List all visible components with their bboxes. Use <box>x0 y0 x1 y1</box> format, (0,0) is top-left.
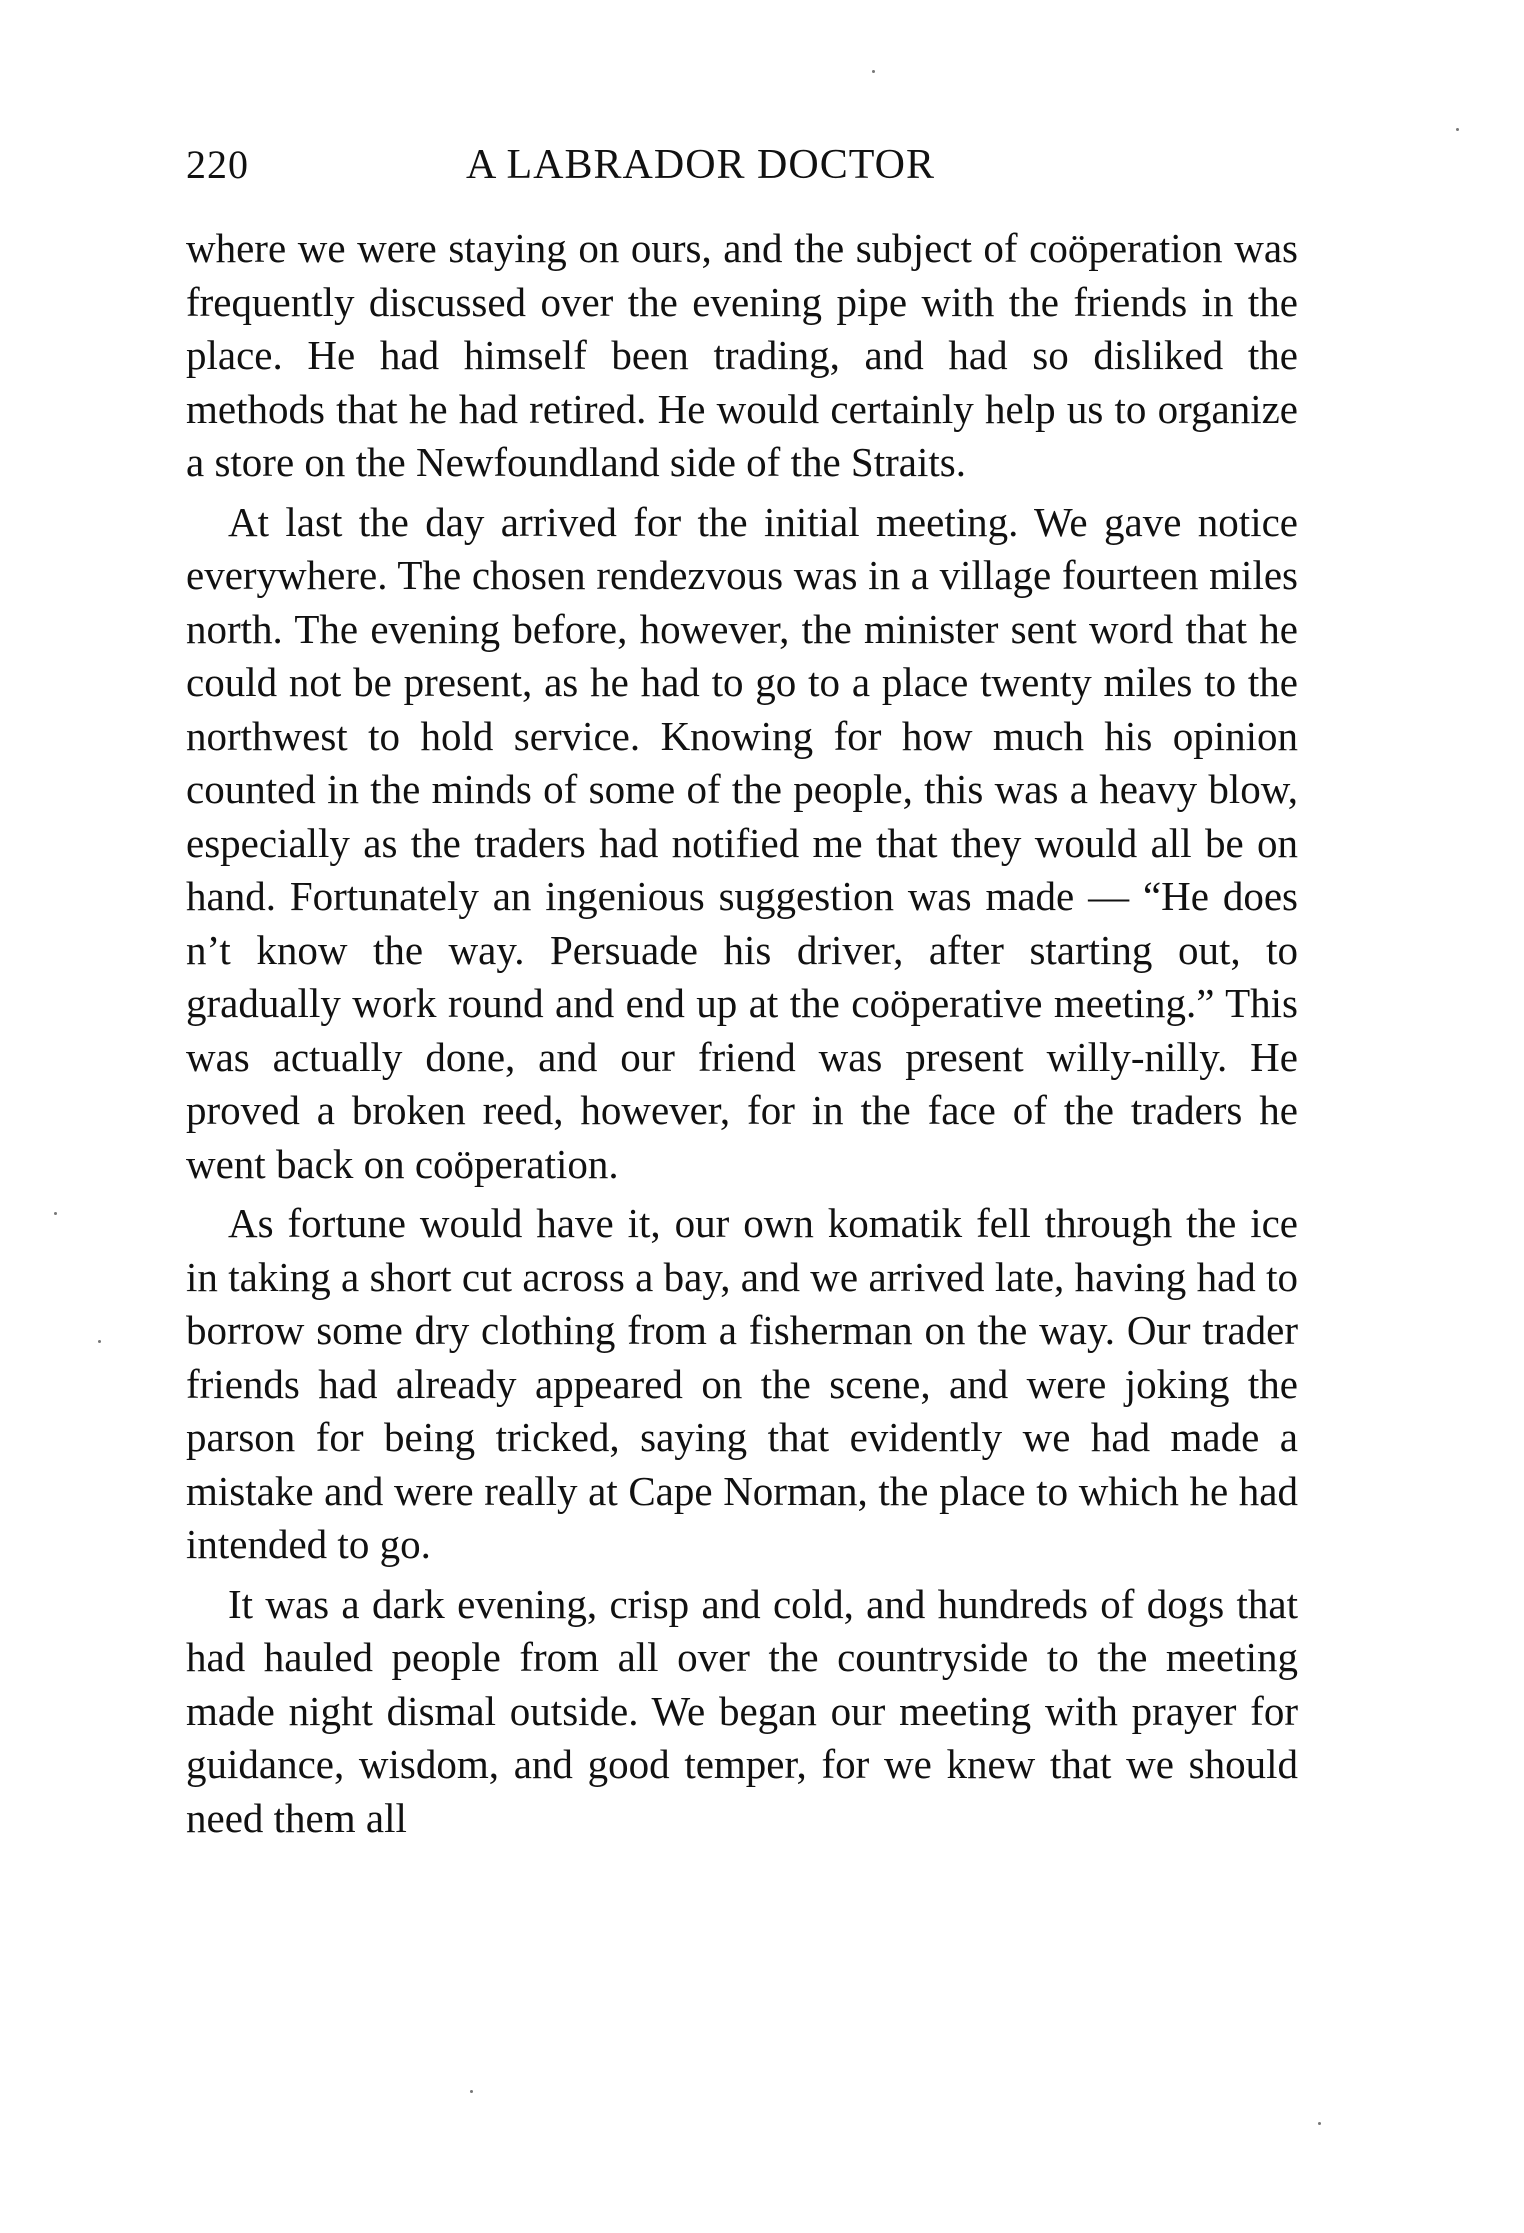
page-header <box>186 140 1298 200</box>
running-title: A LABRADOR DOCTOR <box>466 142 935 188</box>
paragraph-1: where we were staying on ours, and the subject of coöperation was frequently discussed over the evening pipe with the friends in the place. He had himself been trading, and had so disliked the methods that he had retired. He would certainly help us to organize a store on the Newfoundland side of the Straits. <box>186 225 1298 485</box>
scan-speck <box>98 1340 101 1343</box>
scan-speck <box>1456 128 1459 131</box>
body-text <box>186 222 1298 1851</box>
paragraph-4: It was a dark evening, crisp and cold, and hundreds of dogs that had hauled people from all over the countryside to the meeting made night dismal outside. We began our meeting with prayer for guidance, wisdom, and good temper, for we knew that we should need them all <box>186 1580 1298 1841</box>
scan-speck <box>470 2090 473 2093</box>
page-number: 220 <box>186 142 249 187</box>
paragraph-3: As fortune would have it, our own komatik fell through the ice in taking a short cut across a bay, and we arrived late, having had to borrow some dry clothing from a fisherman on the way. Our trader friends had already appeared on the scene, and were joking the parson for being tricked, saying that evidently we had made a mistake and were really at Cape Norman, the place to which he had intended to go. <box>186 1200 1298 1567</box>
scan-speck <box>54 1212 57 1215</box>
paragraph-2: At last the day arrived for the initial meeting. We gave notice everywhere. The chosen rendezvous was in a village fourteen miles north. The evening before, however, the minister sent word that he could not be present, as he had to go to a place twenty miles to the northwest to hold service. Knowing for how much his opinion counted in the minds of some of the people, this was a heavy blow, especially as the traders had notified me that they would all be on hand. Fortunately an ingenious suggestion was made — “He does n’t know the way. Persuade his driver, after starting out, to gradually work round and end up at the coöperative meeting.” This was actually done, and our friend was present willy-nilly. He proved a broken reed, however, for in the face of the traders he went back on coöperation. <box>186 498 1298 1187</box>
scan-speck <box>1318 2122 1321 2125</box>
scan-speck <box>872 70 875 73</box>
